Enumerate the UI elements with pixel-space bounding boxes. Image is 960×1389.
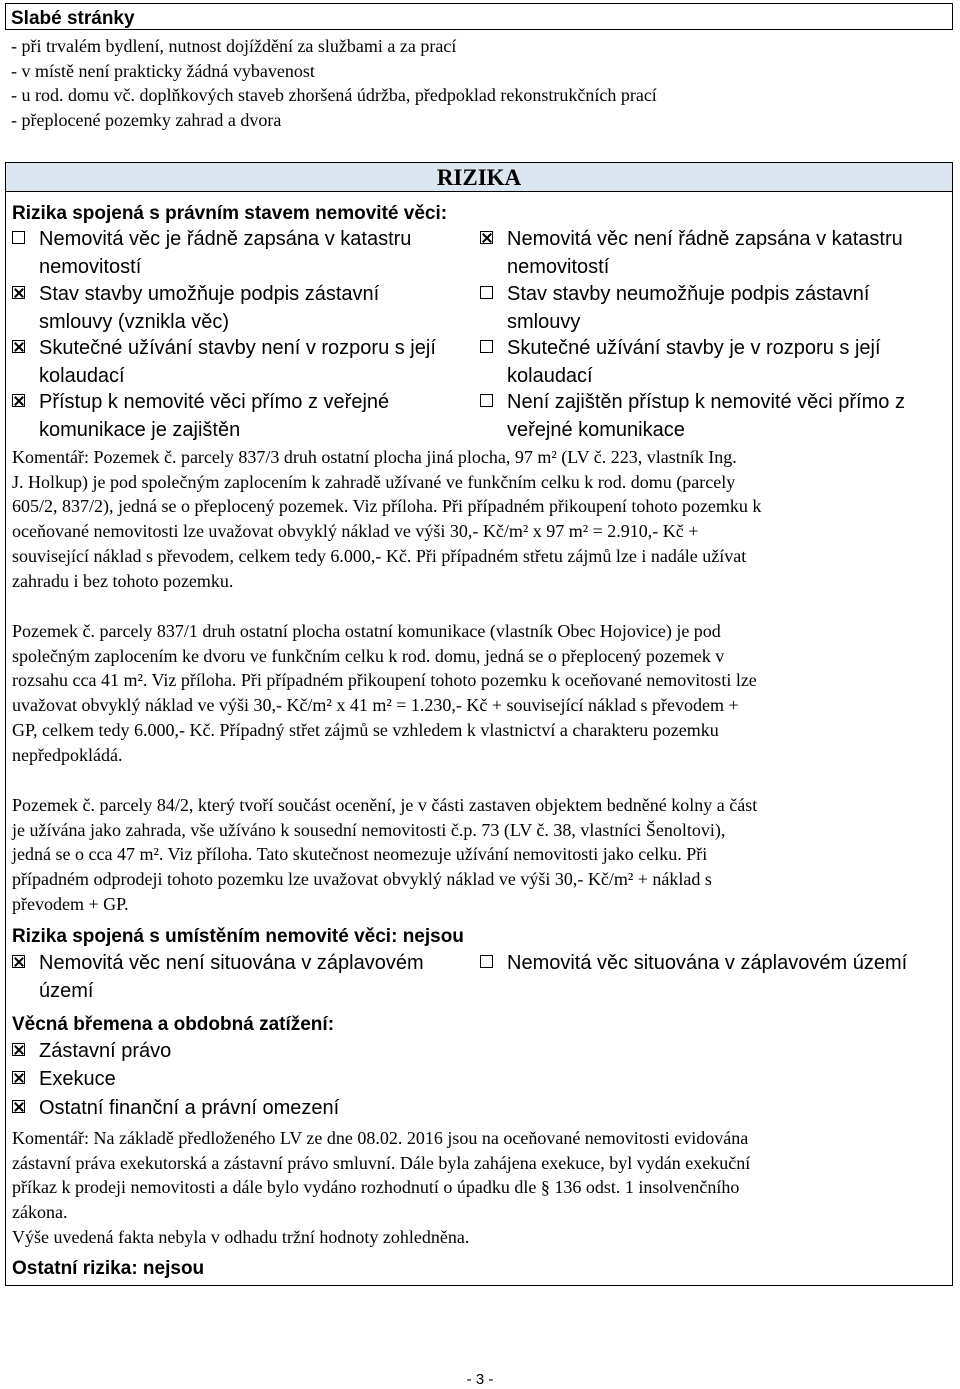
risks-title: RIZIKA (436, 165, 522, 190)
checkbox (12, 231, 25, 244)
legal-option-right: Nemovitá věc není řádně zapsána v katastru nemovitostí (480, 226, 903, 281)
weakness-line: - u rod. domu vč. doplňkových staveb zhoršená údržba, předpoklad rekonstrukčních prací (11, 85, 657, 106)
checkbox-checked (480, 231, 493, 244)
weaknesses-header-box (5, 3, 953, 30)
location-option-left: Nemovitá věc není situována v záplavovém území (12, 950, 424, 1005)
encumbrance-item: Exekuce (12, 1066, 116, 1094)
legal-option-right: Skutečné užívání stavby je v rozporu s její kolaudací (480, 335, 881, 390)
weakness-line: - při trvalém bydlení, nutnost dojíždění za službami a za prací (11, 36, 457, 56)
legal-comment-1: Komentář: Pozemek č. parcely 837/3 druh ostatní plocha jiná plocha, 97 m² (LV č. 223, vlastník Ing. J. Holkup) je pod společným zaplocením k zahradě užívané ve funkčním celku k rod. domu (parcely 605/2, 837/2), jedná se o přeplocený pozemek. Viz příloha. Při případném přikoupení tohoto pozemku k oceňované nemovitosti lze uvažovat obvyklý náklad ve výši 30,- Kč/m² x 97 m² = 2.910,- Kč + související náklad s převodem, celkem tedy 6.000,- Kč. Při případném střetu zájmů lze i nadále užívat zahradu i bez tohoto pozemku. (12, 447, 762, 591)
weaknesses-list (11, 34, 657, 133)
encumbrance-comment: Komentář: Na základě předloženého LV ze dne 08.02. 2016 jsou na oceňované nemovitosti evidována zástavní práva exekutorská a zástavní právo smluvní. Dále byla zahájena exekuce, byl vydán exekuční příkaz k prodeji nemovitosti a dále bylo vydáno rozhodnutí o úpadku dle § 136 odst. 1 insolvenčního zákona. Výše uvedená fakta nebyla v odhadu tržní hodnoty zohledněna. (12, 1128, 751, 1247)
encumbrance-item: Ostatní finanční a právní omezení (12, 1095, 339, 1123)
checkbox (480, 286, 493, 299)
legal-option-left: Skutečné užívání stavby není v rozporu s její kolaudací (12, 335, 436, 390)
legal-option-right: Není zajištěn přístup k nemovité věci přímo z veřejné komunikace (480, 389, 905, 444)
checkbox (480, 955, 493, 968)
weaknesses-title: Slabé stránky (11, 8, 135, 29)
legal-risks-heading: Rizika spojená s právním stavem nemovité věci: (12, 203, 448, 224)
checkbox (480, 394, 493, 407)
checkbox-checked (12, 286, 25, 299)
other-risks-heading: Ostatní rizika: nejsou (12, 1258, 205, 1279)
checkbox-checked (12, 340, 25, 353)
weakness-line: - v místě není prakticky žádná vybavenost (11, 60, 315, 81)
checkbox-checked (12, 394, 25, 407)
legal-option-left: Přístup k nemovité věci přímo z veřejné komunikace je zajištěn (12, 389, 389, 444)
risks-section (5, 192, 953, 1286)
legal-option-left: Nemovitá věc je řádně zapsána v katastru nemovitostí (12, 226, 411, 281)
legal-option-left: Stav stavby umožňuje podpis zástavní smlouvy (vznikla věc) (12, 281, 379, 336)
weakness-line: - přeplocené pozemky zahrad a dvora (11, 110, 282, 131)
checkbox-checked (12, 1043, 25, 1056)
encumbrance-item: Zástavní právo (12, 1038, 171, 1066)
checkbox-checked (12, 1100, 25, 1113)
checkbox-checked (12, 1071, 25, 1084)
checkbox-checked (12, 955, 25, 968)
location-risks-heading: Rizika spojená s umístěním nemovité věci: nejsou (12, 926, 464, 947)
location-option-right: Nemovitá věc situována v záplavovém území (480, 950, 907, 978)
legal-option-right: Stav stavby neumožňuje podpis zástavní smlouvy (480, 281, 869, 336)
legal-comment-3: Pozemek č. parcely 84/2, který tvoří součást ocenění, je v části zastaven objektem bedněné kolny a část je užívána jako zahrada, vše užíváno k sousední nemovitosti č.p. 73 (LV č. 38, vlastníci Šenoltovi), jedná se o cca 47 m². Viz příloha. Tato skutečnost neomezuje užívání nemovitosti jako celku. Při případném odprodeji tohoto pozemku lze uvažovat obvyklý náklad ve výši 30,- Kč/m² + náklad s převodem + GP. (12, 795, 758, 914)
page-number: - 3 - (466, 1371, 494, 1388)
legal-comment-2: Pozemek č. parcely 837/1 druh ostatní plocha ostatní komunikace (vlastník Obec Hojovice) je pod společným zaplocením ke dvoru ve funkčním celku k rod. domu, jedná se o přeplocený pozemek v rozsahu cca 41 m². Viz příloha. Při případném přikoupení tohoto pozemku k oceňované nemovitosti lze uvažovat obvyklý náklad ve výši 30,- Kč/m² x 41 m² = 1.230,- Kč + související náklad s převodem + GP, celkem tedy 6.000,- Kč. Případný střet zájmů se vzhledem k vlastnictví a charakteru pozemku nepředpokládá. (12, 621, 757, 765)
risks-header-bar (5, 162, 953, 192)
encumbrances-heading: Věcná břemena a obdobná zatížení: (12, 1014, 335, 1035)
checkbox (480, 340, 493, 353)
